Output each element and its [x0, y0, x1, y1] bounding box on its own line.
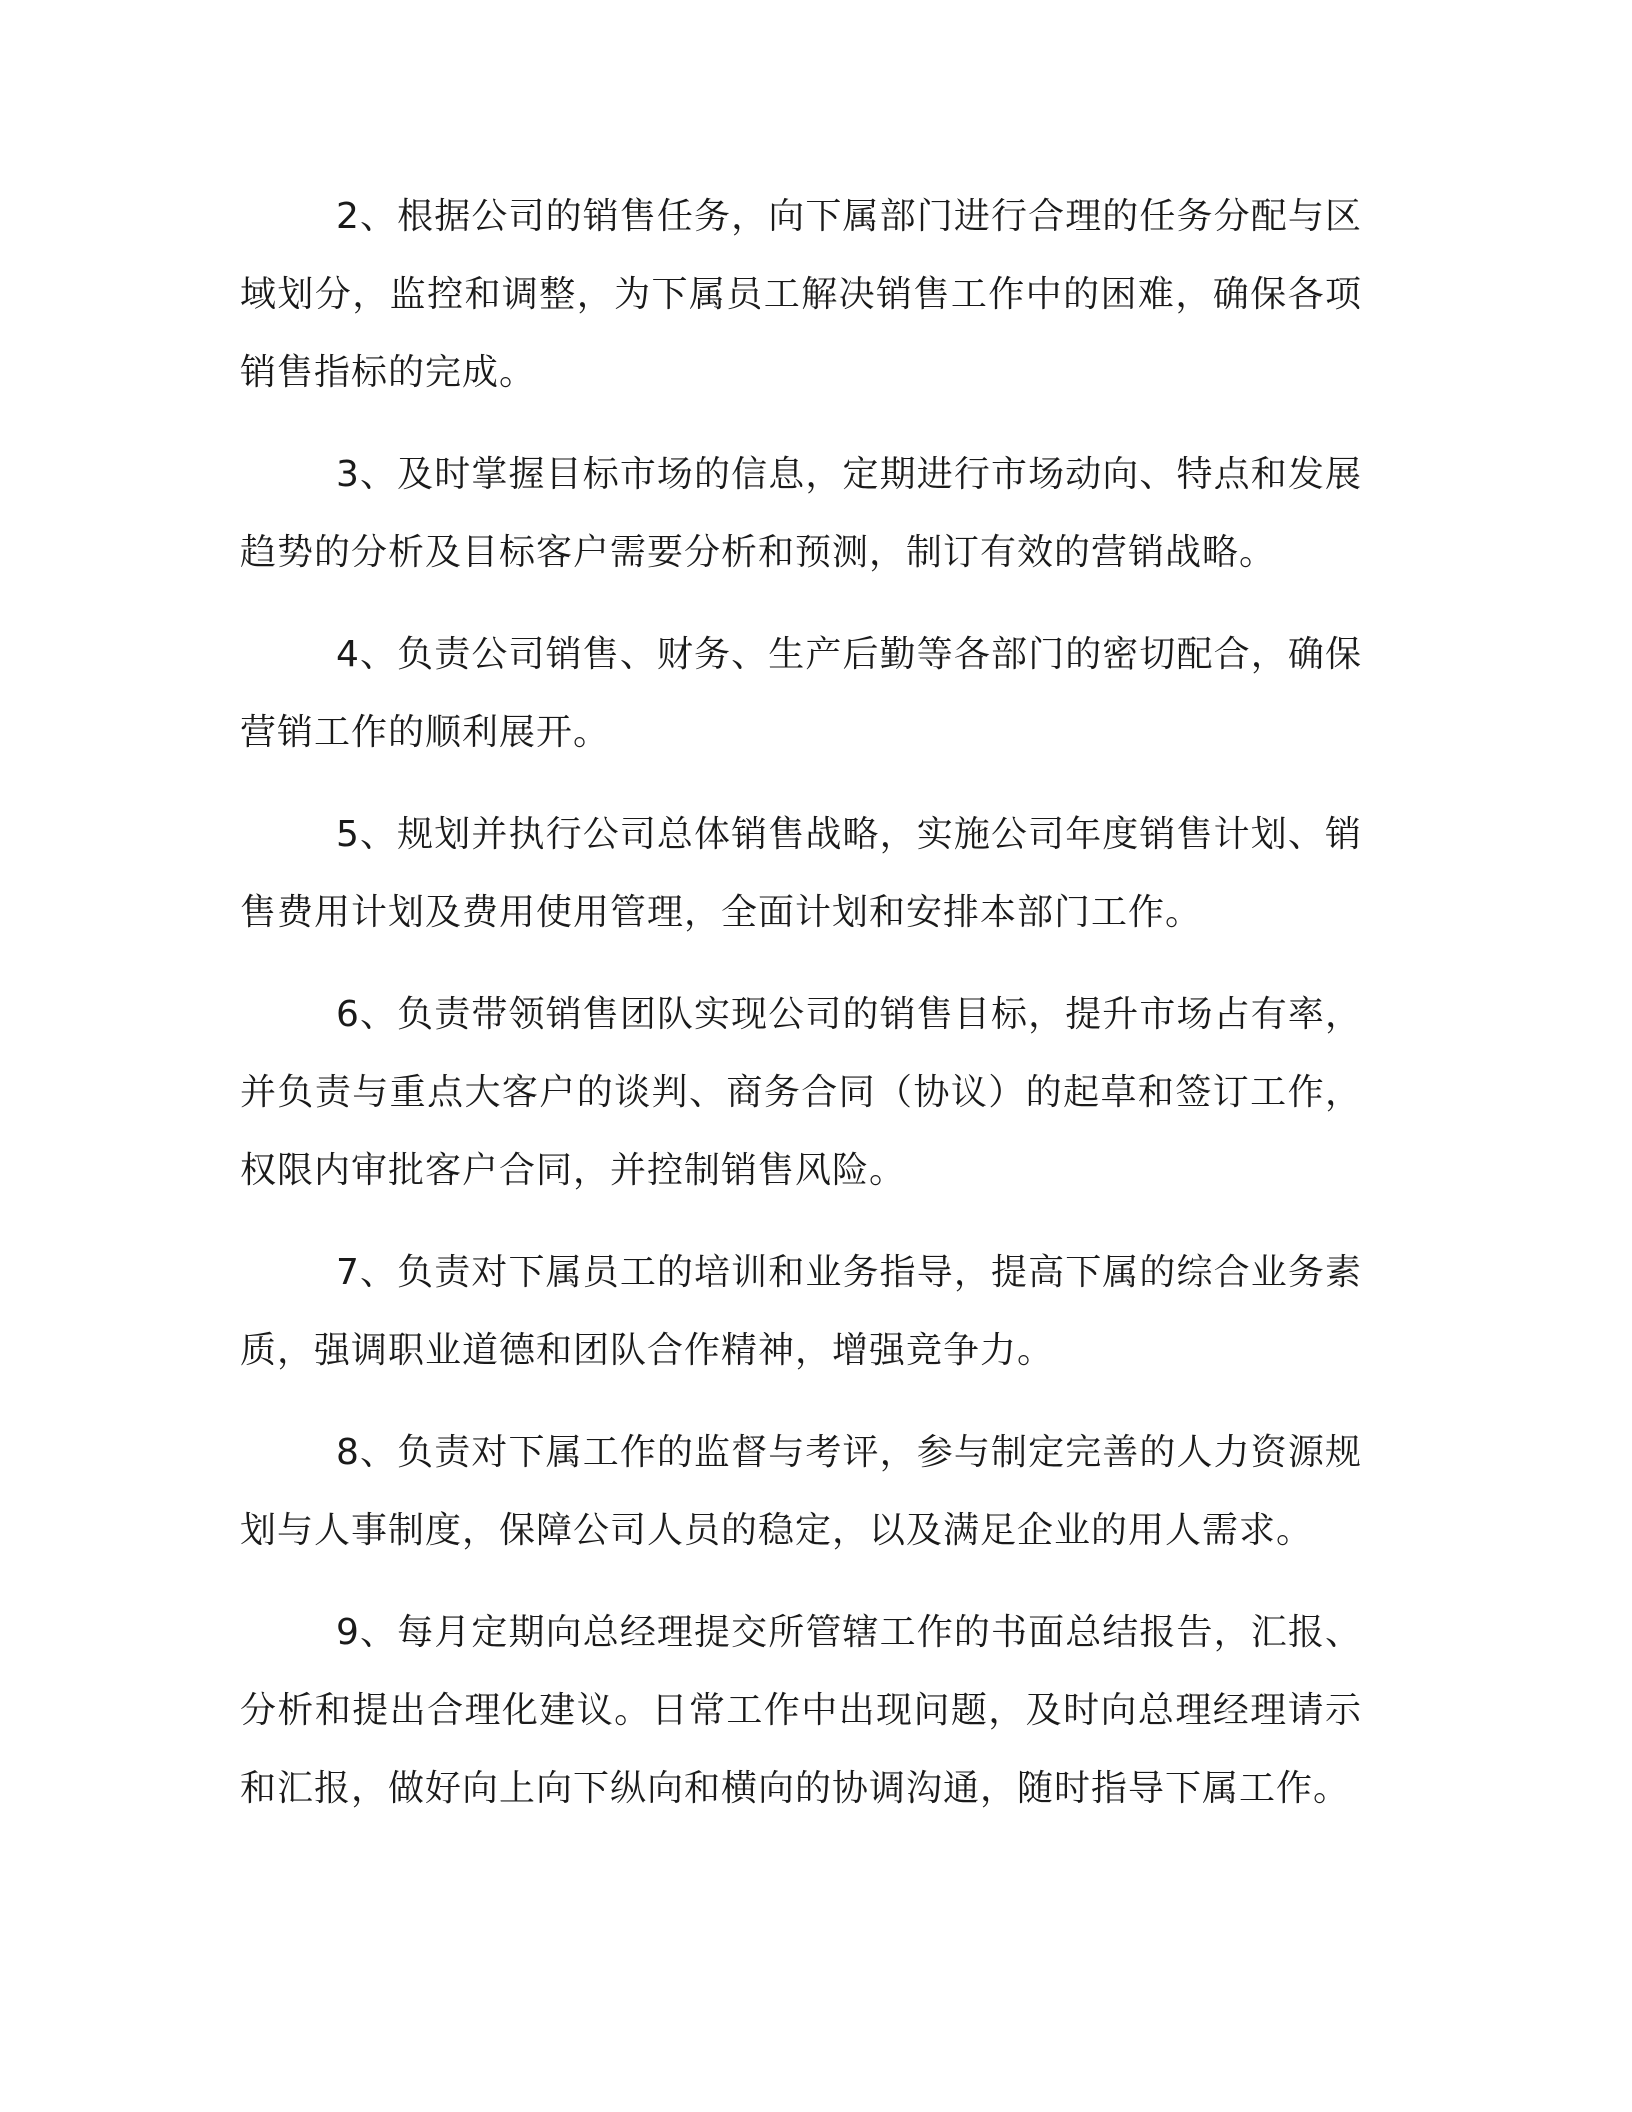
- paragraph-item-6: 6、负责带领销售团队实现公司的销售目标，提升市场占有率，并负责与重点大客户的谈判、商务合同（协议）的起草和签订工作，权限内审批客户合同，并控制销售风险。: [240, 994, 1362, 1191]
- paragraph-item-8: 8、负责对下属工作的监督与考评，参与制定完善的人力资源规划与人事制度，保障公司人员的稳定，以及满足企业的用人需求。: [240, 1432, 1362, 1551]
- paragraph-item-4: 4、负责公司销售、财务、生产后勤等各部门的密切配合，确保营销工作的顺利展开。: [240, 634, 1362, 753]
- paragraph-item-2: 2、根据公司的销售任务，向下属部门进行合理的任务分配与区域划分，监控和调整，为下属员工解决销售工作中的困难，确保各项销售指标的完成。: [240, 196, 1362, 393]
- paragraph-item-3: 3、及时掌握目标市场的信息，定期进行市场动向、特点和发展趋势的分析及目标客户需要分析和预测，制订有效的营销战略。: [240, 454, 1362, 573]
- paragraph-item-5: 5、规划并执行公司总体销售战略，实施公司年度销售计划、销售费用计划及费用使用管理，全面计划和安排本部门工作。: [240, 814, 1362, 933]
- paragraph-item-7: 7、负责对下属员工的培训和业务指导，提高下属的综合业务素质，强调职业道德和团队合作精神，增强竞争力。: [240, 1252, 1362, 1371]
- paragraph-item-9: 9、每月定期向总经理提交所管辖工作的书面总结报告，汇报、分析和提出合理化建议。日常工作中出现问题，及时向总理经理请示和汇报，做好向上向下纵向和横向的协调沟通，随时指导下属工作。: [240, 1612, 1362, 1809]
